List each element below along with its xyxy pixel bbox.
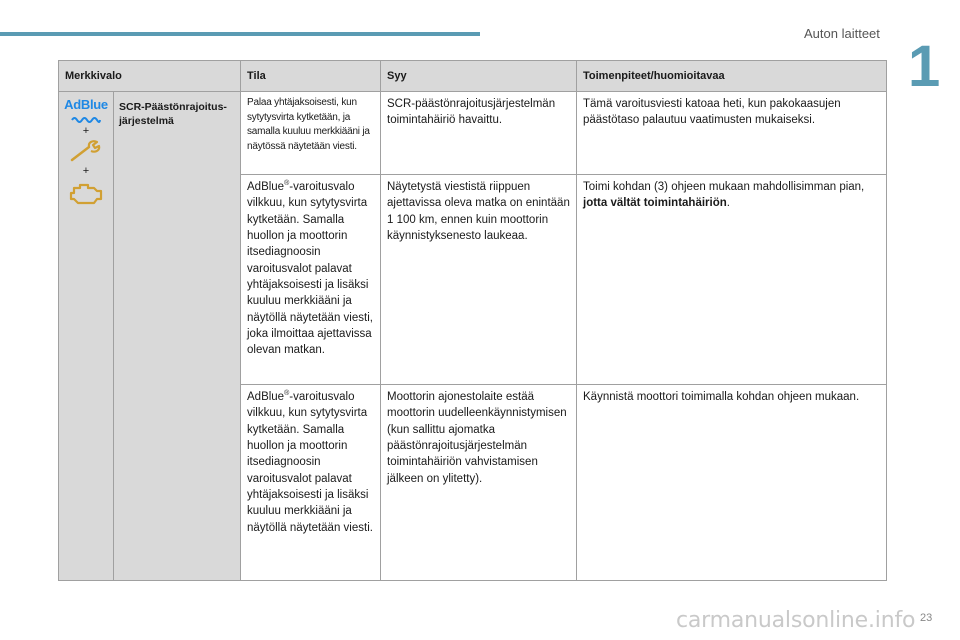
adblue-icon bbox=[59, 92, 113, 123]
column-header-indicator: Merkkivalo bbox=[59, 61, 241, 92]
page-number: 23 bbox=[920, 612, 933, 624]
row-1-cause: SCR-päästönrajoitusjärjestelmän toimintahäiriö havaittu. bbox=[381, 92, 577, 175]
row-2-cause: Näytetystä viestistä riippuen ajettavissa oleva matka on enintään 1 100 km, ennen kuin moottorin käynnistyksenesto laukeaa. bbox=[381, 175, 577, 385]
section-title: Auton laitteet bbox=[804, 26, 880, 41]
indicator-name: SCR-Päästönrajoitus-järjestelmä bbox=[114, 92, 241, 581]
adblue-logo-text: AdBlue bbox=[64, 97, 108, 112]
registered-mark: ® bbox=[284, 180, 290, 188]
row-2-state-text: -varoitusvalo vilkkuu, kun sytytysvirta kytketään. Samalla huollon ja moottorin itsediagnoosin varoitusvalot palavat yhtäjaksoisesti ja lisäksi kuuluu merkkiääni ja näytöllä näytetään viesti, joka ilmoittaa ajettavissa olevan matkan. bbox=[247, 181, 373, 357]
wrench-icon bbox=[69, 139, 103, 163]
row-2-state bbox=[241, 175, 381, 385]
warning-light-table bbox=[58, 60, 887, 581]
table-header-row bbox=[59, 61, 887, 92]
watermark-text: carmanualsonline.info bbox=[676, 608, 916, 633]
row-3-cause: Moottorin ajonestolaite estää moottorin uudelleenkäynnistymisen (kun sallittu ajomatka päästönrajoitusjärjestelmän toimintahäiriön vahvistamisen jälkeen on ylitetty). bbox=[381, 385, 577, 581]
column-header-action: Toimenpiteet/huomioitavaa bbox=[577, 61, 887, 92]
header-accent-bar bbox=[0, 32, 480, 36]
adblue-term: AdBlue bbox=[247, 181, 285, 193]
chapter-number: 1 bbox=[908, 34, 941, 99]
adblue-wave-icon bbox=[71, 116, 101, 123]
plus-sign: + bbox=[82, 165, 90, 177]
row-3-action: Käynnistä moottori toimimalla kohdan ohjeen mukaan. bbox=[577, 385, 887, 581]
table-row bbox=[59, 92, 887, 175]
row-3-state bbox=[241, 385, 381, 581]
indicator-icons-cell bbox=[59, 92, 114, 581]
row-1-action: Tämä varoitusviesti katoaa heti, kun pakokaasujen päästötaso palautuu vaatimusten mukaiseksi. bbox=[577, 92, 887, 175]
row-2-action-end: . bbox=[726, 197, 730, 210]
column-header-state: Tila bbox=[241, 61, 381, 92]
engine-icon bbox=[68, 181, 104, 207]
column-header-cause: Syy bbox=[381, 61, 577, 92]
row-3-state-text: -varoitusvalo vilkkuu, kun sytytysvirta kytketään. Samalla huollon ja moottorin itsediagnoosin varoitusvalot palavat yhtäjaksoisesti ja lisäksi kuuluu merkkiääni ja näytöllä näytetään viesti. bbox=[247, 391, 373, 534]
row-1-state: Palaa yhtäjaksoisesti, kun sytytysvirta kytketään, ja samalla kuuluu merkkiääni ja näytössä näytetään viesti. bbox=[241, 92, 381, 175]
adblue-term: AdBlue bbox=[247, 391, 285, 403]
registered-mark: ® bbox=[284, 390, 290, 398]
row-2-action-text: Toimi kohdan (3) ohjeen mukaan mahdollisimman pian, bbox=[583, 181, 865, 193]
plus-sign: + bbox=[82, 125, 90, 137]
row-2-action-emphasis: jotta vältät toimintahäiriön bbox=[583, 197, 727, 210]
row-2-action bbox=[577, 175, 887, 385]
